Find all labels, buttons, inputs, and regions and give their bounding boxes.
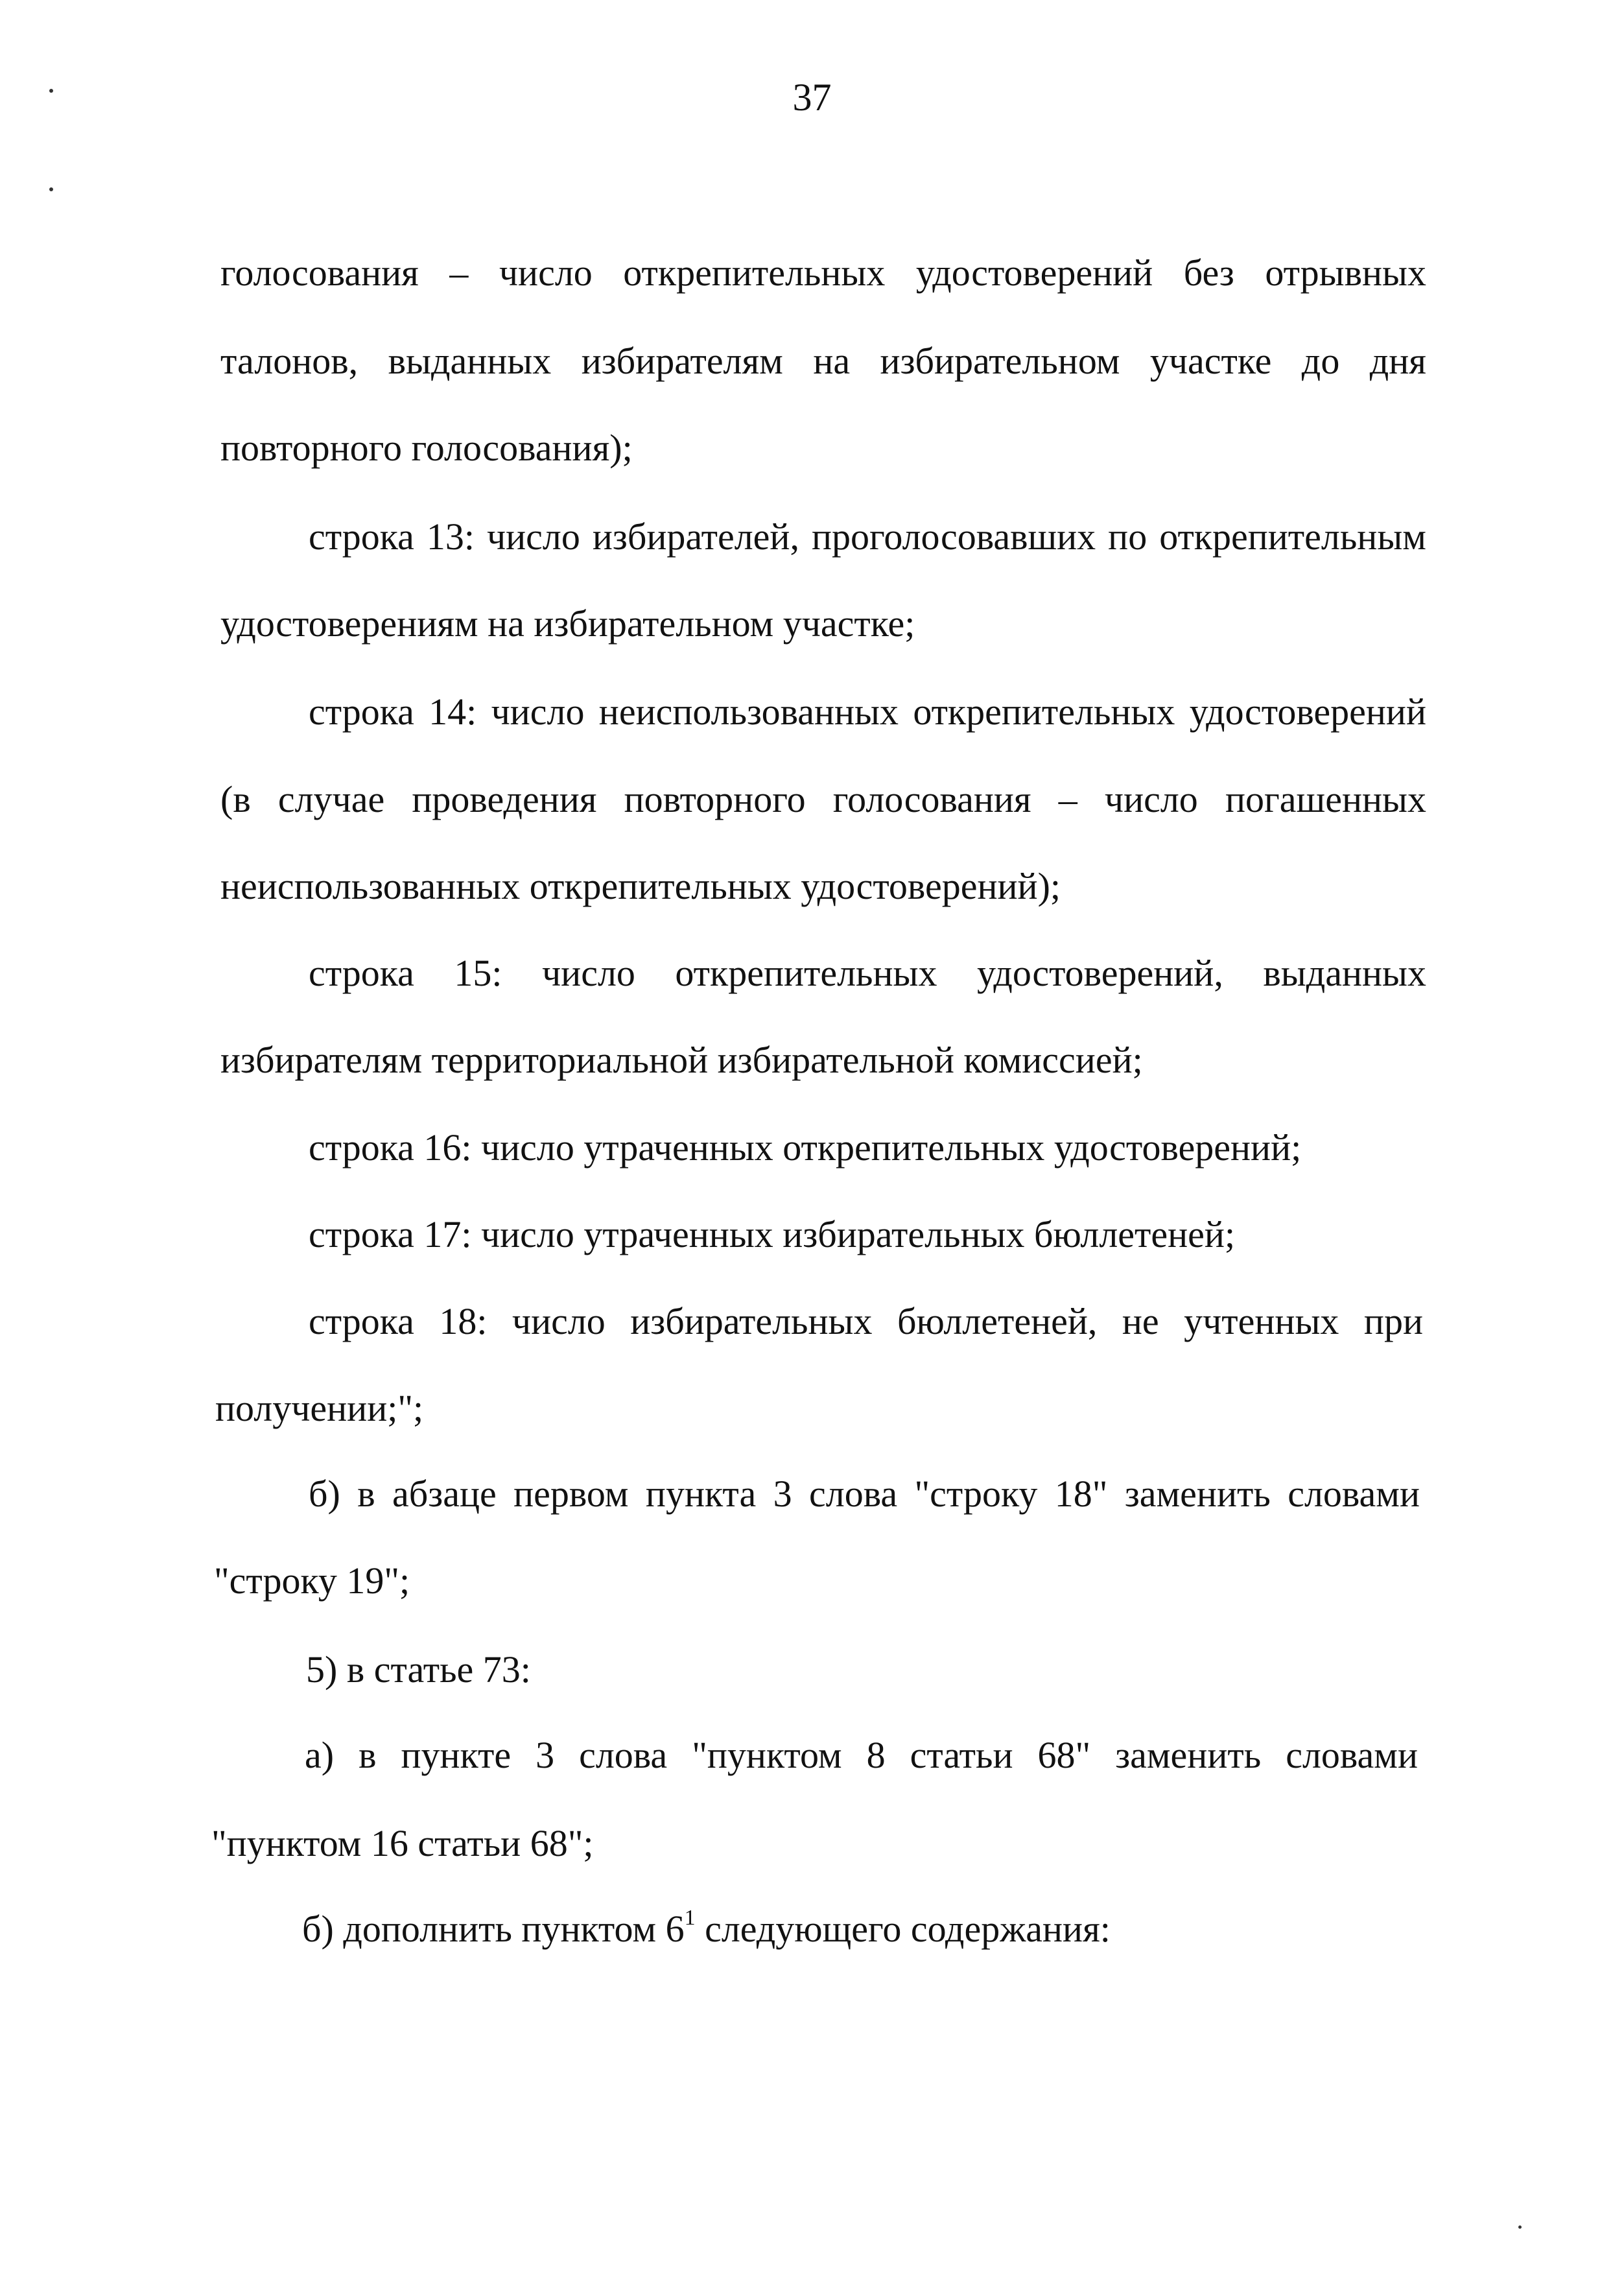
scan-speck <box>1518 2225 1522 2229</box>
text-line: (в случае проведения повторного голосования – число погашенных <box>220 778 1426 820</box>
text-line: повторного голосования); <box>220 427 633 469</box>
text-line: б) в абзаце первом пункта 3 слова "строку 18" заменить словами <box>309 1473 1420 1515</box>
text-line: талонов, выданных избирателям на избирательном участке до дня <box>220 340 1426 382</box>
text-fragment: б) дополнить пунктом 6 <box>302 1908 685 1950</box>
text-fragment: следующего содержания: <box>695 1908 1111 1950</box>
text-line: строка 14: число неиспользованных открепительных удостоверений <box>309 691 1426 733</box>
text-line: строка 13: число избирателей, проголосовавших по открепительным <box>309 516 1426 558</box>
text-line: получении;"; <box>215 1387 424 1429</box>
text-line: 5) в статье 73: <box>306 1648 531 1691</box>
text-line: "строку 19"; <box>214 1560 410 1602</box>
page-number: 37 <box>792 76 832 119</box>
text-line: избирателям территориальной избирательной комиссией; <box>220 1039 1143 1081</box>
superscript: 1 <box>684 1906 696 1930</box>
text-line <box>302 1903 1426 1955</box>
text-line: строка 17: число утраченных избирательных бюллетеней; <box>309 1213 1236 1255</box>
text-line: строка 16: число утраченных открепительных удостоверений; <box>309 1126 1302 1169</box>
text-line: строка 15: число открепительных удостоверений, выданных <box>309 952 1426 994</box>
scan-speck <box>49 187 53 191</box>
text-line: неиспользованных открепительных удостоверений); <box>220 865 1061 907</box>
text-line: удостоверениям на избирательном участке; <box>220 602 915 645</box>
text-line: голосования – число открепительных удостоверений без отрывных <box>220 252 1426 294</box>
text-line: "пунктом 16 статьи 68"; <box>211 1822 594 1864</box>
text-line: строка 18: число избирательных бюллетеней, не учтенных при <box>309 1300 1423 1342</box>
text-line: а) в пункте 3 слова "пунктом 8 статьи 68" заменить словами <box>305 1734 1418 1776</box>
